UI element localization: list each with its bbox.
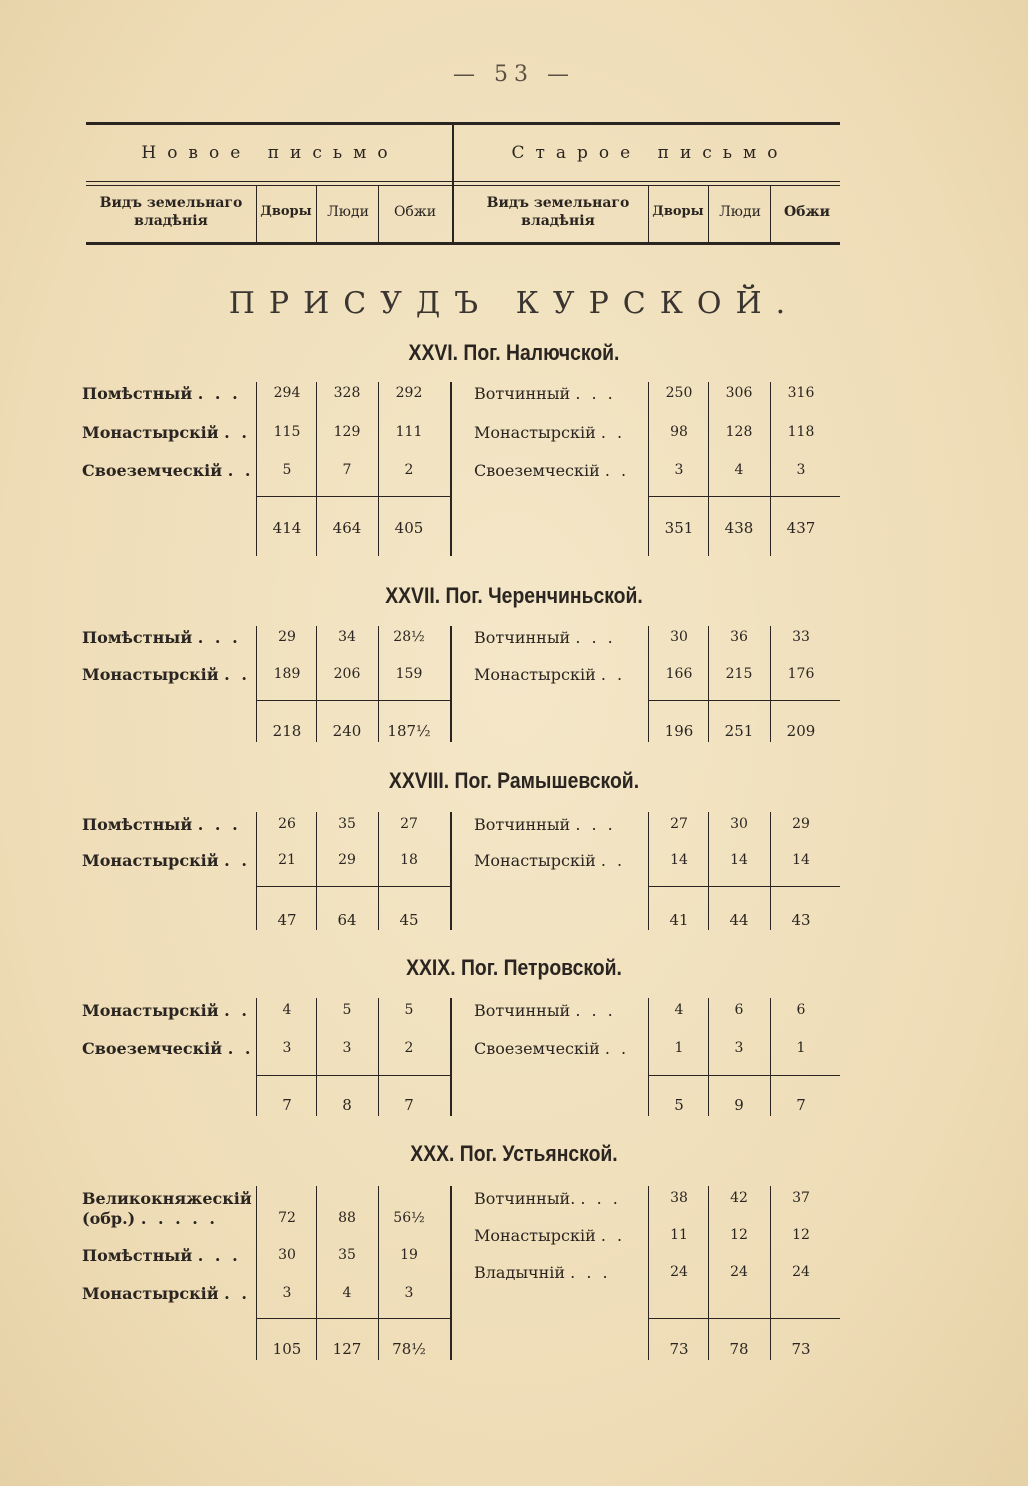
total-rule xyxy=(256,1075,450,1076)
total-yards: 73 xyxy=(669,1340,689,1358)
row-label-dots: . . . xyxy=(197,815,241,834)
column-divider xyxy=(378,626,379,742)
col-obzhi-new: Обжи xyxy=(393,204,437,220)
obzhi-value: 5 xyxy=(404,1002,414,1018)
col-kind-new: Видъ земельнаго владѣнія xyxy=(99,195,243,229)
column-divider xyxy=(770,998,771,1116)
yards-value: 21 xyxy=(278,852,296,868)
people-value: 4 xyxy=(734,462,744,478)
row-label xyxy=(82,665,250,684)
row-label-dots: . . xyxy=(224,1284,250,1303)
yards-value: 115 xyxy=(273,424,301,440)
column-divider xyxy=(708,1186,709,1360)
obzhi-value: 159 xyxy=(395,666,423,682)
total-rule xyxy=(256,496,450,497)
header-divider xyxy=(452,124,454,242)
row-label-text: Помѣстный xyxy=(82,815,193,834)
row-label-dots: . . xyxy=(600,423,626,442)
obzhi-value: 18 xyxy=(400,852,418,868)
total-yards: 414 xyxy=(272,519,302,537)
people-value: 3 xyxy=(734,1040,744,1056)
row-label-text: Помѣстный xyxy=(82,384,193,403)
total-rule xyxy=(648,496,840,497)
column-divider xyxy=(256,1186,257,1360)
hdr-vline xyxy=(708,186,709,242)
row-label-dots: . . xyxy=(604,461,630,480)
column-divider xyxy=(378,382,379,556)
row-label xyxy=(82,384,241,403)
column-divider xyxy=(316,998,317,1116)
row-label-text: Монастырскій xyxy=(474,851,596,870)
row-label-text: Монастырскій xyxy=(474,665,596,684)
old-letter-title: Старое письмо xyxy=(511,143,789,163)
row-label-dots: . . . xyxy=(575,815,616,834)
people-value: 7 xyxy=(342,462,352,478)
total-people: 78 xyxy=(729,1340,749,1358)
column-divider xyxy=(256,998,257,1116)
people-value: 42 xyxy=(730,1190,748,1206)
row-label-text: Своеземческій xyxy=(474,461,600,480)
row-label-dots: . . . . . xyxy=(140,1209,218,1228)
column-divider xyxy=(316,626,317,742)
yards-value: 14 xyxy=(670,852,688,868)
people-value: 6 xyxy=(734,1002,744,1018)
people-value: 129 xyxy=(333,424,361,440)
hdr-vline xyxy=(648,186,649,242)
total-obzhi: 78½ xyxy=(392,1340,426,1358)
people-value: 306 xyxy=(725,385,753,401)
new-old-divider xyxy=(450,382,452,556)
header-top-rule xyxy=(86,122,840,125)
row-label-text: Помѣстный xyxy=(82,628,193,647)
obzhi-value: 37 xyxy=(792,1190,810,1206)
obzhi-value: 2 xyxy=(404,462,414,478)
people-value: 206 xyxy=(333,666,361,682)
total-rule xyxy=(648,1318,840,1319)
row-label xyxy=(474,1226,625,1245)
people-value: 35 xyxy=(338,1247,356,1263)
people-value: 88 xyxy=(338,1210,356,1226)
row-label-text: Вотчинный xyxy=(474,628,571,647)
row-label xyxy=(474,1189,621,1208)
total-obzhi: 7 xyxy=(796,1096,806,1114)
column-divider xyxy=(316,812,317,930)
column-divider xyxy=(708,382,709,556)
col-kind-old: Видъ земельнаго владѣнія xyxy=(486,195,630,229)
total-people: 8 xyxy=(342,1096,352,1114)
obzhi-value: 19 xyxy=(400,1247,418,1263)
total-yards: 41 xyxy=(669,911,689,929)
row-label-dots: . . xyxy=(604,1039,630,1058)
yards-value: 1 xyxy=(674,1040,684,1056)
total-obzhi: 437 xyxy=(786,519,816,537)
total-yards: 351 xyxy=(664,519,694,537)
row-label-dots: . . . xyxy=(580,1189,621,1208)
yards-value: 250 xyxy=(665,385,693,401)
obzhi-value: 118 xyxy=(787,424,815,440)
row-label-text: Помѣстный xyxy=(82,1246,193,1265)
column-divider xyxy=(648,812,649,930)
column-divider xyxy=(708,812,709,930)
row-label-dots: . . xyxy=(224,1001,250,1020)
row-label xyxy=(474,851,625,870)
header-mid-rule-2 xyxy=(86,185,840,186)
hdr-vline xyxy=(316,186,317,242)
column-divider xyxy=(316,382,317,556)
row-label xyxy=(474,1263,611,1282)
total-yards: 218 xyxy=(272,722,302,740)
row-label-text: Монастырскій xyxy=(82,1001,219,1020)
people-value: 128 xyxy=(725,424,753,440)
row-label-dots: . . . xyxy=(197,628,241,647)
row-label-text: Вотчинный. xyxy=(474,1189,576,1208)
new-old-divider xyxy=(450,812,452,930)
total-obzhi: 43 xyxy=(791,911,811,929)
column-divider xyxy=(648,382,649,556)
row-label-dots: . . xyxy=(227,461,254,480)
column-divider xyxy=(770,382,771,556)
row-label-dots: . . xyxy=(227,1039,254,1058)
row-label xyxy=(82,851,250,870)
column-divider xyxy=(378,998,379,1116)
row-label-dots: . . . xyxy=(575,1001,616,1020)
people-value: 34 xyxy=(338,629,356,645)
row-label-dots: . . xyxy=(600,665,626,684)
col-obzhi-old: Обжи xyxy=(783,204,831,220)
row-label-text: Владычній xyxy=(474,1263,566,1282)
obzhi-value: 3 xyxy=(404,1285,414,1301)
yards-value: 30 xyxy=(278,1247,296,1263)
new-old-divider xyxy=(450,998,452,1116)
people-value: 24 xyxy=(730,1264,748,1280)
total-yards: 5 xyxy=(674,1096,684,1114)
people-value: 36 xyxy=(730,629,748,645)
total-rule xyxy=(648,1075,840,1076)
row-label-dots: . . . xyxy=(570,1263,611,1282)
row-label-dots: . . xyxy=(224,423,250,442)
col-yards-new: Дворы xyxy=(260,204,312,219)
column-divider xyxy=(648,626,649,742)
yards-value: 30 xyxy=(670,629,688,645)
obzhi-value: 1 xyxy=(796,1040,806,1056)
row-label-dots: . . . xyxy=(197,1246,241,1265)
column-divider xyxy=(648,998,649,1116)
total-yards: 47 xyxy=(277,911,297,929)
people-value: 215 xyxy=(725,666,753,682)
row-label xyxy=(82,815,241,834)
obzhi-value: 6 xyxy=(796,1002,806,1018)
row-label-text: Вотчинный xyxy=(474,384,571,403)
people-value: 12 xyxy=(730,1227,748,1243)
total-rule xyxy=(256,886,450,887)
hdr-vline xyxy=(378,186,379,242)
yards-value: 5 xyxy=(282,462,292,478)
row-label xyxy=(82,461,253,480)
row-label-text: Вотчинный xyxy=(474,1001,571,1020)
column-divider xyxy=(256,382,257,556)
total-people: 438 xyxy=(724,519,754,537)
column-divider xyxy=(378,812,379,930)
yards-value: 29 xyxy=(278,629,296,645)
total-obzhi: 73 xyxy=(791,1340,811,1358)
obzhi-value: 12 xyxy=(792,1227,810,1243)
column-divider xyxy=(648,1186,649,1360)
yards-value: 11 xyxy=(670,1227,688,1243)
section-title: XXVIII. Пог. Рамышевской. xyxy=(388,768,640,793)
yards-value: 27 xyxy=(670,816,688,832)
row-label-text: (обр.) xyxy=(82,1209,136,1228)
row-label-text: Монастырскій xyxy=(82,851,219,870)
obzhi-value: 29 xyxy=(792,816,810,832)
total-yards: 196 xyxy=(664,722,694,740)
row-label-text: Своеземческій xyxy=(82,461,223,480)
row-label xyxy=(474,665,625,684)
row-label xyxy=(82,628,241,647)
total-people: 44 xyxy=(729,911,749,929)
row-label-text: Монастырскій xyxy=(82,1284,219,1303)
yards-value: 98 xyxy=(670,424,688,440)
section-title: XXVII. Пог. Черенчиньской. xyxy=(385,583,643,608)
row-label-dots: . . . xyxy=(575,628,616,647)
header-mid-rule xyxy=(86,181,840,182)
total-rule xyxy=(648,700,840,701)
column-divider xyxy=(770,1186,771,1360)
row-label xyxy=(82,1209,218,1228)
row-label-text: Монастырскій xyxy=(82,423,219,442)
people-value: 14 xyxy=(730,852,748,868)
column-divider xyxy=(708,998,709,1116)
total-rule xyxy=(648,886,840,887)
section-title: XXVI. Пог. Налючской. xyxy=(408,340,620,365)
row-label-dots: . . . xyxy=(575,384,616,403)
row-label xyxy=(474,461,629,480)
people-value: 5 xyxy=(342,1002,352,1018)
yards-value: 24 xyxy=(670,1264,688,1280)
total-obzhi: 7 xyxy=(404,1096,414,1114)
total-rule xyxy=(256,1318,450,1319)
row-label-text: Монастырскій xyxy=(474,1226,596,1245)
column-divider xyxy=(378,1186,379,1360)
people-value: 3 xyxy=(342,1040,352,1056)
obzhi-value: 28½ xyxy=(393,629,425,645)
total-obzhi: 45 xyxy=(399,911,419,929)
total-yards: 105 xyxy=(272,1340,302,1358)
row-label xyxy=(82,1246,241,1265)
obzhi-value: 56½ xyxy=(393,1210,425,1226)
people-value: 328 xyxy=(333,385,361,401)
yards-value: 166 xyxy=(665,666,693,682)
yards-value: 3 xyxy=(674,462,684,478)
row-label-dots: . . xyxy=(600,1226,626,1245)
column-divider xyxy=(770,812,771,930)
obzhi-value: 111 xyxy=(395,424,423,440)
obzhi-value: 2 xyxy=(404,1040,414,1056)
total-obzhi: 209 xyxy=(786,722,816,740)
row-label xyxy=(82,1284,250,1303)
column-divider xyxy=(316,1186,317,1360)
obzhi-value: 27 xyxy=(400,816,418,832)
row-label-text: Монастырскій xyxy=(474,423,596,442)
people-value: 35 xyxy=(338,816,356,832)
row-label-text: Своеземческій xyxy=(474,1039,600,1058)
section-title: XXIX. Пог. Петровской. xyxy=(406,955,622,980)
row-label xyxy=(82,1189,252,1208)
total-people: 127 xyxy=(332,1340,362,1358)
total-people: 9 xyxy=(734,1096,744,1114)
col-people-new: Люди xyxy=(327,204,369,220)
yards-value: 189 xyxy=(273,666,301,682)
yards-value: 72 xyxy=(278,1210,296,1226)
total-people: 464 xyxy=(332,519,362,537)
people-value: 29 xyxy=(338,852,356,868)
row-label-text: Своеземческій xyxy=(82,1039,223,1058)
obzhi-value: 176 xyxy=(787,666,815,682)
row-label xyxy=(474,628,616,647)
yards-value: 3 xyxy=(282,1040,292,1056)
new-old-divider xyxy=(450,1186,452,1360)
hdr-vline xyxy=(770,186,771,242)
obzhi-value: 292 xyxy=(395,385,423,401)
obzhi-value: 14 xyxy=(792,852,810,868)
row-label-dots: . . . xyxy=(197,384,241,403)
row-label-dots: . . xyxy=(600,851,626,870)
new-letter-title: Новое письмо xyxy=(141,143,399,163)
new-old-divider xyxy=(450,626,452,742)
column-divider xyxy=(770,626,771,742)
people-value: 30 xyxy=(730,816,748,832)
obzhi-value: 33 xyxy=(792,629,810,645)
yards-value: 4 xyxy=(674,1002,684,1018)
row-label-dots: . . xyxy=(224,851,250,870)
row-label xyxy=(82,423,250,442)
row-label-text: Великокняжескій xyxy=(82,1189,252,1208)
total-people: 240 xyxy=(332,722,362,740)
yards-value: 4 xyxy=(282,1002,292,1018)
yards-value: 26 xyxy=(278,816,296,832)
row-label xyxy=(82,1039,253,1058)
col-yards-old: Дворы xyxy=(652,204,704,219)
header-bottom-rule xyxy=(86,242,840,245)
yards-value: 294 xyxy=(273,385,301,401)
total-yards: 7 xyxy=(282,1096,292,1114)
total-obzhi: 187½ xyxy=(387,722,431,740)
row-label xyxy=(474,423,625,442)
col-people-old: Люди xyxy=(719,204,761,220)
row-label-dots: . . xyxy=(224,665,250,684)
total-people: 251 xyxy=(724,722,754,740)
column-divider xyxy=(708,626,709,742)
section-title: XXX. Пог. Устьянской. xyxy=(410,1141,618,1166)
obzhi-value: 3 xyxy=(796,462,806,478)
row-label xyxy=(474,815,616,834)
district-title: ПРИСУДЪ КУРСКОЙ. xyxy=(228,286,800,321)
yards-value: 38 xyxy=(670,1190,688,1206)
row-label xyxy=(82,1001,250,1020)
column-divider xyxy=(256,812,257,930)
total-people: 64 xyxy=(337,911,357,929)
people-value: 4 xyxy=(342,1285,352,1301)
row-label-text: Монастырскій xyxy=(82,665,219,684)
hdr-vline xyxy=(256,186,257,242)
yards-value: 3 xyxy=(282,1285,292,1301)
row-label xyxy=(474,1039,629,1058)
total-obzhi: 405 xyxy=(394,519,424,537)
row-label-text: Вотчинный xyxy=(474,815,571,834)
obzhi-value: 316 xyxy=(787,385,815,401)
column-divider xyxy=(256,626,257,742)
page-number: — 53 — xyxy=(453,62,575,87)
total-rule xyxy=(256,700,450,701)
row-label xyxy=(474,384,616,403)
row-label xyxy=(474,1001,616,1020)
obzhi-value: 24 xyxy=(792,1264,810,1280)
